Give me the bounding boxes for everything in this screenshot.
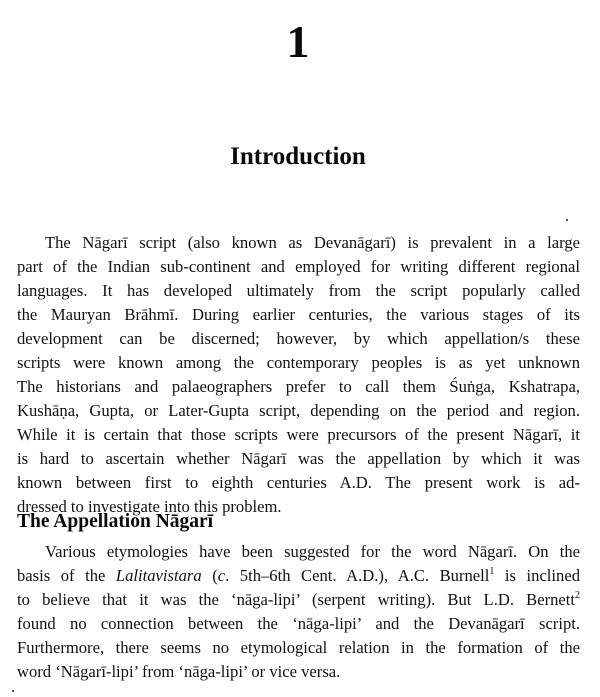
paragraph-line [17,588,580,612]
text-run: . 5th–6th Cent. A.D.), A.C. Burnell [225,566,490,585]
scan-speck [566,219,568,221]
text-run: basis of the [17,566,116,585]
circa-italic: c [217,566,226,585]
paragraph-appellation [17,540,580,684]
scan-speck [12,690,14,692]
paragraph-line: the Mauryan Brāhmī. During earlier centuries, the various stages of its [17,305,580,324]
paragraph-line: While it is certain that those scripts were precursors of the present Nāgarī, it [17,425,580,444]
paragraph-line: Furthermore, there seems no etymological relation in the formation of the [17,638,580,657]
paragraph-line: The Nāgarī script (also known as Devanāgarī) is prevalent in a large [45,233,580,252]
paragraph-line: languages. It has developed ultimately from the script popularly called [17,281,580,300]
paragraph-line: found no connection between the ‘nāga-lipi’ and the Devanāgarī script. [17,614,580,633]
footnote-ref-1[interactable]: 1 [489,566,495,577]
chapter-number: 1 [286,16,310,67]
paragraph-line: scripts were known among the contemporary peoples is as yet unknown [17,353,580,372]
paragraph-line: Various etymologies have been suggested for the word Nāgarī. On the [45,542,580,561]
paragraph-line: known between first to eighth centuries A.D. The present work is ad- [17,473,580,492]
paragraph-line: part of the Indian sub-continent and employed for writing different regional [17,257,580,276]
paragraph-intro [17,231,580,519]
text-run: to believe that it was the ‘nāga-lipi’ (serpent writing). But L.D. Bernett [17,590,575,609]
chapter-title: Introduction [230,143,366,170]
footnote-ref-2[interactable]: 2 [575,590,580,601]
paragraph-line: dressed to investigate into this problem. [17,497,282,516]
book-title-italic: Lalitavistara [115,566,202,585]
section-heading: The Appellation Nāgarī [17,511,214,532]
text-run: is inclined [494,566,580,585]
text-run: ( [201,566,218,585]
paragraph-line [17,564,580,588]
paragraph-line: development can be discerned; however, by which appellation/s these [17,329,580,348]
paragraph-line: The historians and palaeographers prefer to call them Śuṅga, Kshatrapa, [17,377,580,396]
paragraph-line: is hard to ascertain whether Nāgarī was the appellation by which it was [17,449,580,468]
paragraph-line: word ‘Nāgarī-lipi’ from ‘nāga-lipi’ or vice versa. [17,662,341,681]
paragraph-line: Kushāṇa, Gupta, or Later-Gupta script, depending on the period and region. [17,401,580,420]
